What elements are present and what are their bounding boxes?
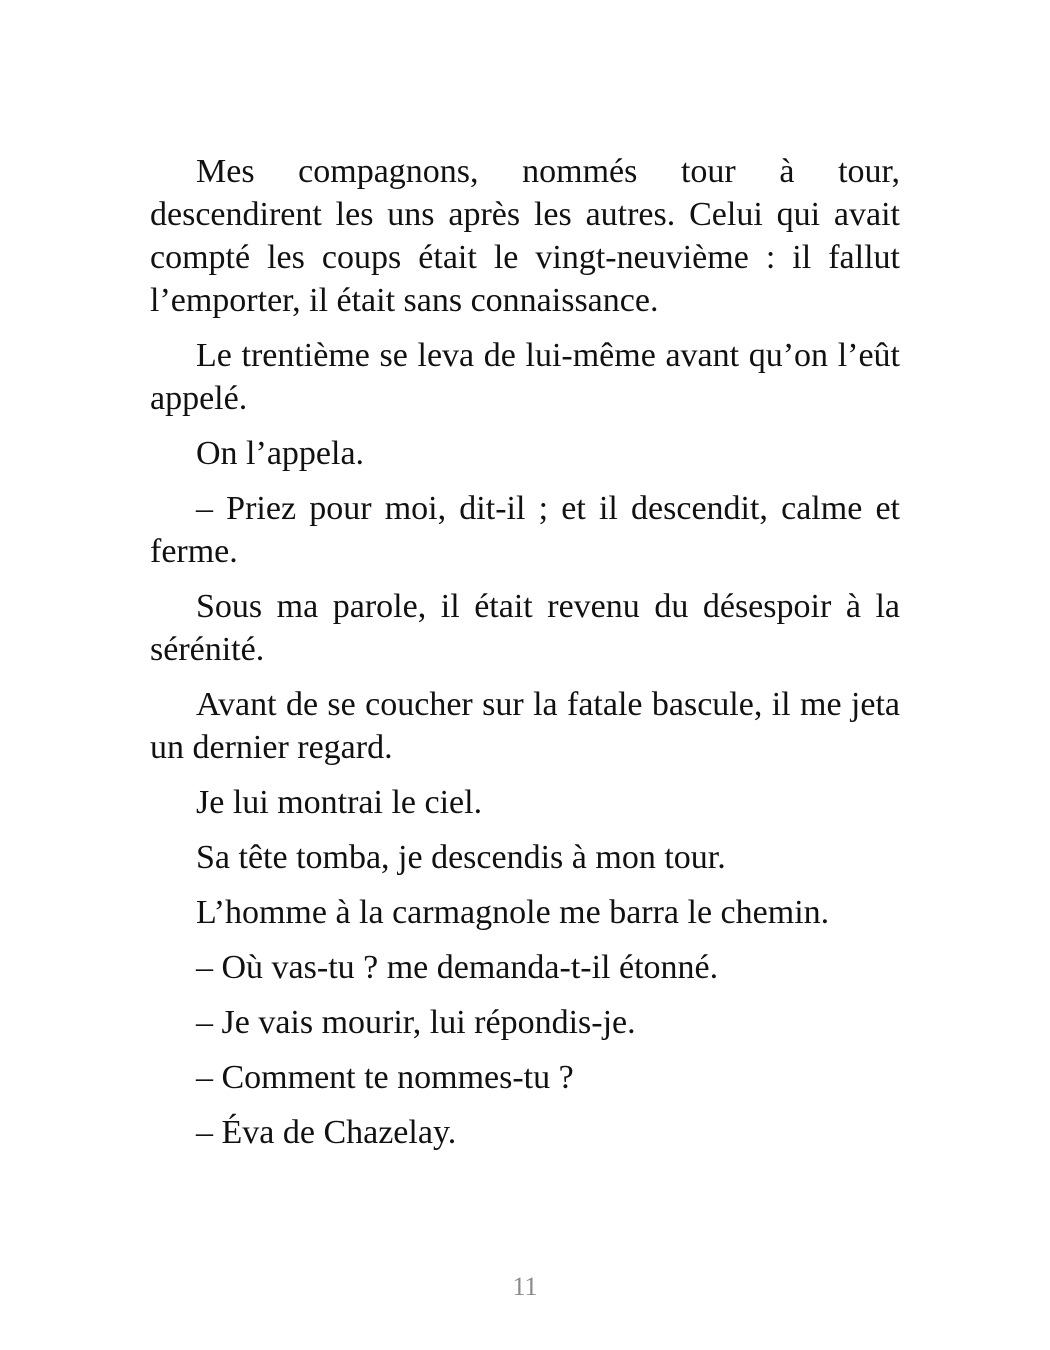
paragraph: Sa tête tomba, je descendis à mon tour.: [196, 839, 726, 876]
paragraph: – Où vas-tu ? me demanda-t-il étonné.: [196, 949, 719, 986]
paragraph: L’homme à la carmagnole me barra le chemin.: [196, 894, 830, 931]
paragraph: Sous ma parole, il était revenu du désespoir à la sérénité.: [150, 588, 900, 668]
paragraph: – Priez pour moi, dit-il ; et il descendit, calme et ferme.: [150, 490, 900, 570]
paragraph: On l’appela.: [196, 435, 365, 472]
paragraph: Je lui montrai le ciel.: [196, 784, 483, 821]
page-number: 11: [512, 1272, 538, 1301]
paragraph: – Éva de Chazelay.: [196, 1114, 457, 1151]
paragraph: Avant de se coucher sur la fatale bascule, il me jeta un dernier regard.: [150, 686, 900, 766]
body-text: [150, 150, 900, 1166]
paragraph: – Comment te nommes-tu ?: [196, 1059, 574, 1096]
paragraph: – Je vais mourir, lui répondis-je.: [196, 1004, 636, 1041]
paragraph: Mes compagnons, nommés tour à tour, descendirent les uns après les autres. Celui qui avait compté les coups était le vingt-neuvième : il fallut l’emporter, il était sans connaissance.: [150, 153, 900, 319]
paragraph: Le trentième se leva de lui-même avant qu’on l’eût appelé.: [150, 337, 900, 417]
